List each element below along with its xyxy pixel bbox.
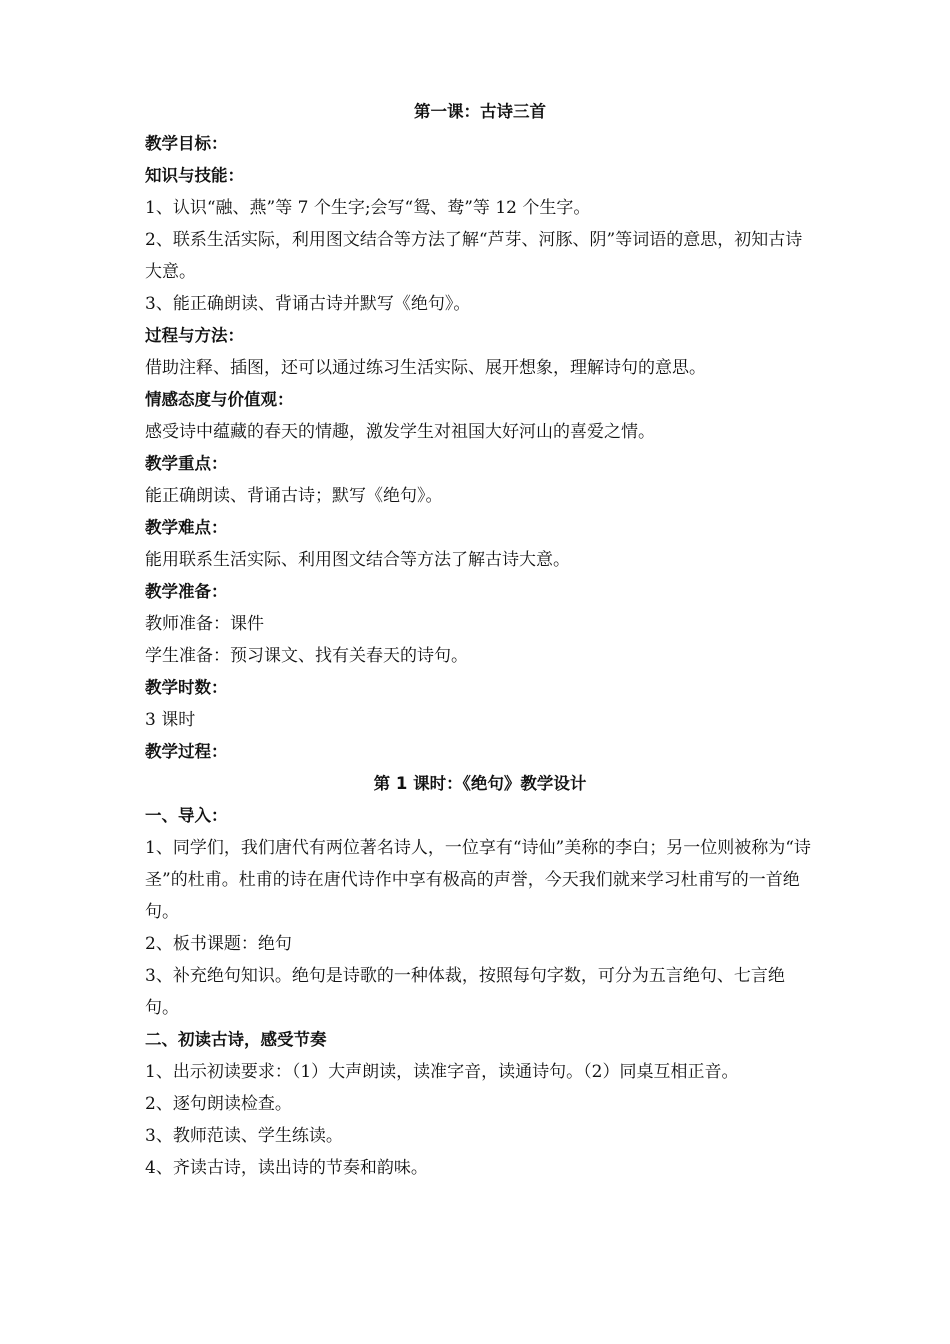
section1-item: 3、补充绝句知识。绝句是诗歌的一种体裁，按照每句字数，可分为五言绝句、七言绝句。 bbox=[145, 966, 785, 1018]
section1-item: 1、同学们，我们唐代有两位著名诗人，一位享有“诗仙”美称的李白；另一位则被称为“诗圣”的杜甫。杜甫的诗在唐代诗作中享有极高的声誉，今天我们就来学习杜甫写的一首绝句。 bbox=[145, 838, 811, 922]
document-title: 第一课：古诗三首 bbox=[414, 102, 546, 121]
section1-item: 2、板书课题：绝句 bbox=[145, 934, 292, 954]
process-heading: 过程与方法： bbox=[145, 326, 244, 345]
hours-text: 3 课时 bbox=[145, 710, 196, 730]
section2-item: 4、齐读古诗，读出诗的节奏和韵味。 bbox=[145, 1158, 428, 1178]
emotion-heading: 情感态度与价值观： bbox=[145, 390, 294, 409]
section2-item: 3、教师范读、学生练读。 bbox=[145, 1126, 343, 1146]
section2-item: 2、逐句朗读检查。 bbox=[145, 1094, 292, 1114]
knowledge-item: 1、认识“融、燕”等 7 个生字;会写“鸳、鸯”等 12 个生字。 bbox=[145, 198, 591, 218]
difficulties-heading: 教学难点： bbox=[145, 518, 228, 537]
preparation-heading: 教学准备： bbox=[145, 582, 228, 601]
document-content bbox=[145, 96, 815, 1184]
teacher-prep: 教师准备：课件 bbox=[145, 614, 264, 634]
knowledge-item: 2、联系生活实际，利用图文结合等方法了解“芦芽、河豚、阴”等词语的意思，初知古诗大意。 bbox=[145, 230, 803, 282]
lesson-title: 第 1 课时：《绝句》教学设计 bbox=[373, 774, 587, 793]
difficulties-text: 能用联系生活实际、利用图文结合等方法了解古诗大意。 bbox=[145, 550, 570, 570]
section2-heading: 二、初读古诗，感受节奏 bbox=[145, 1030, 327, 1049]
key-points-heading: 教学重点： bbox=[145, 454, 228, 473]
teaching-goals-heading: 教学目标： bbox=[145, 134, 228, 153]
section2-item: 1、出示初读要求：（1）大声朗读，读准字音，读通诗句。（2）同桌互相正音。 bbox=[145, 1062, 739, 1082]
student-prep: 学生准备：预习课文、找有关春天的诗句。 bbox=[145, 646, 468, 666]
key-points-text: 能正确朗读、背诵古诗；默写《绝句》。 bbox=[145, 486, 443, 506]
process-text: 借助注释、插图，还可以通过练习生活实际、展开想象，理解诗句的意思。 bbox=[145, 358, 706, 378]
section1-heading: 一、导入： bbox=[145, 806, 228, 825]
knowledge-heading: 知识与技能： bbox=[145, 166, 244, 185]
knowledge-item: 3、能正确朗读、背诵古诗并默写《绝句》。 bbox=[145, 294, 471, 314]
process-main-heading: 教学过程： bbox=[145, 742, 228, 761]
hours-heading: 教学时数： bbox=[145, 678, 228, 697]
emotion-text: 感受诗中蕴藏的春天的情趣，激发学生对祖国大好河山的喜爱之情。 bbox=[145, 422, 655, 442]
